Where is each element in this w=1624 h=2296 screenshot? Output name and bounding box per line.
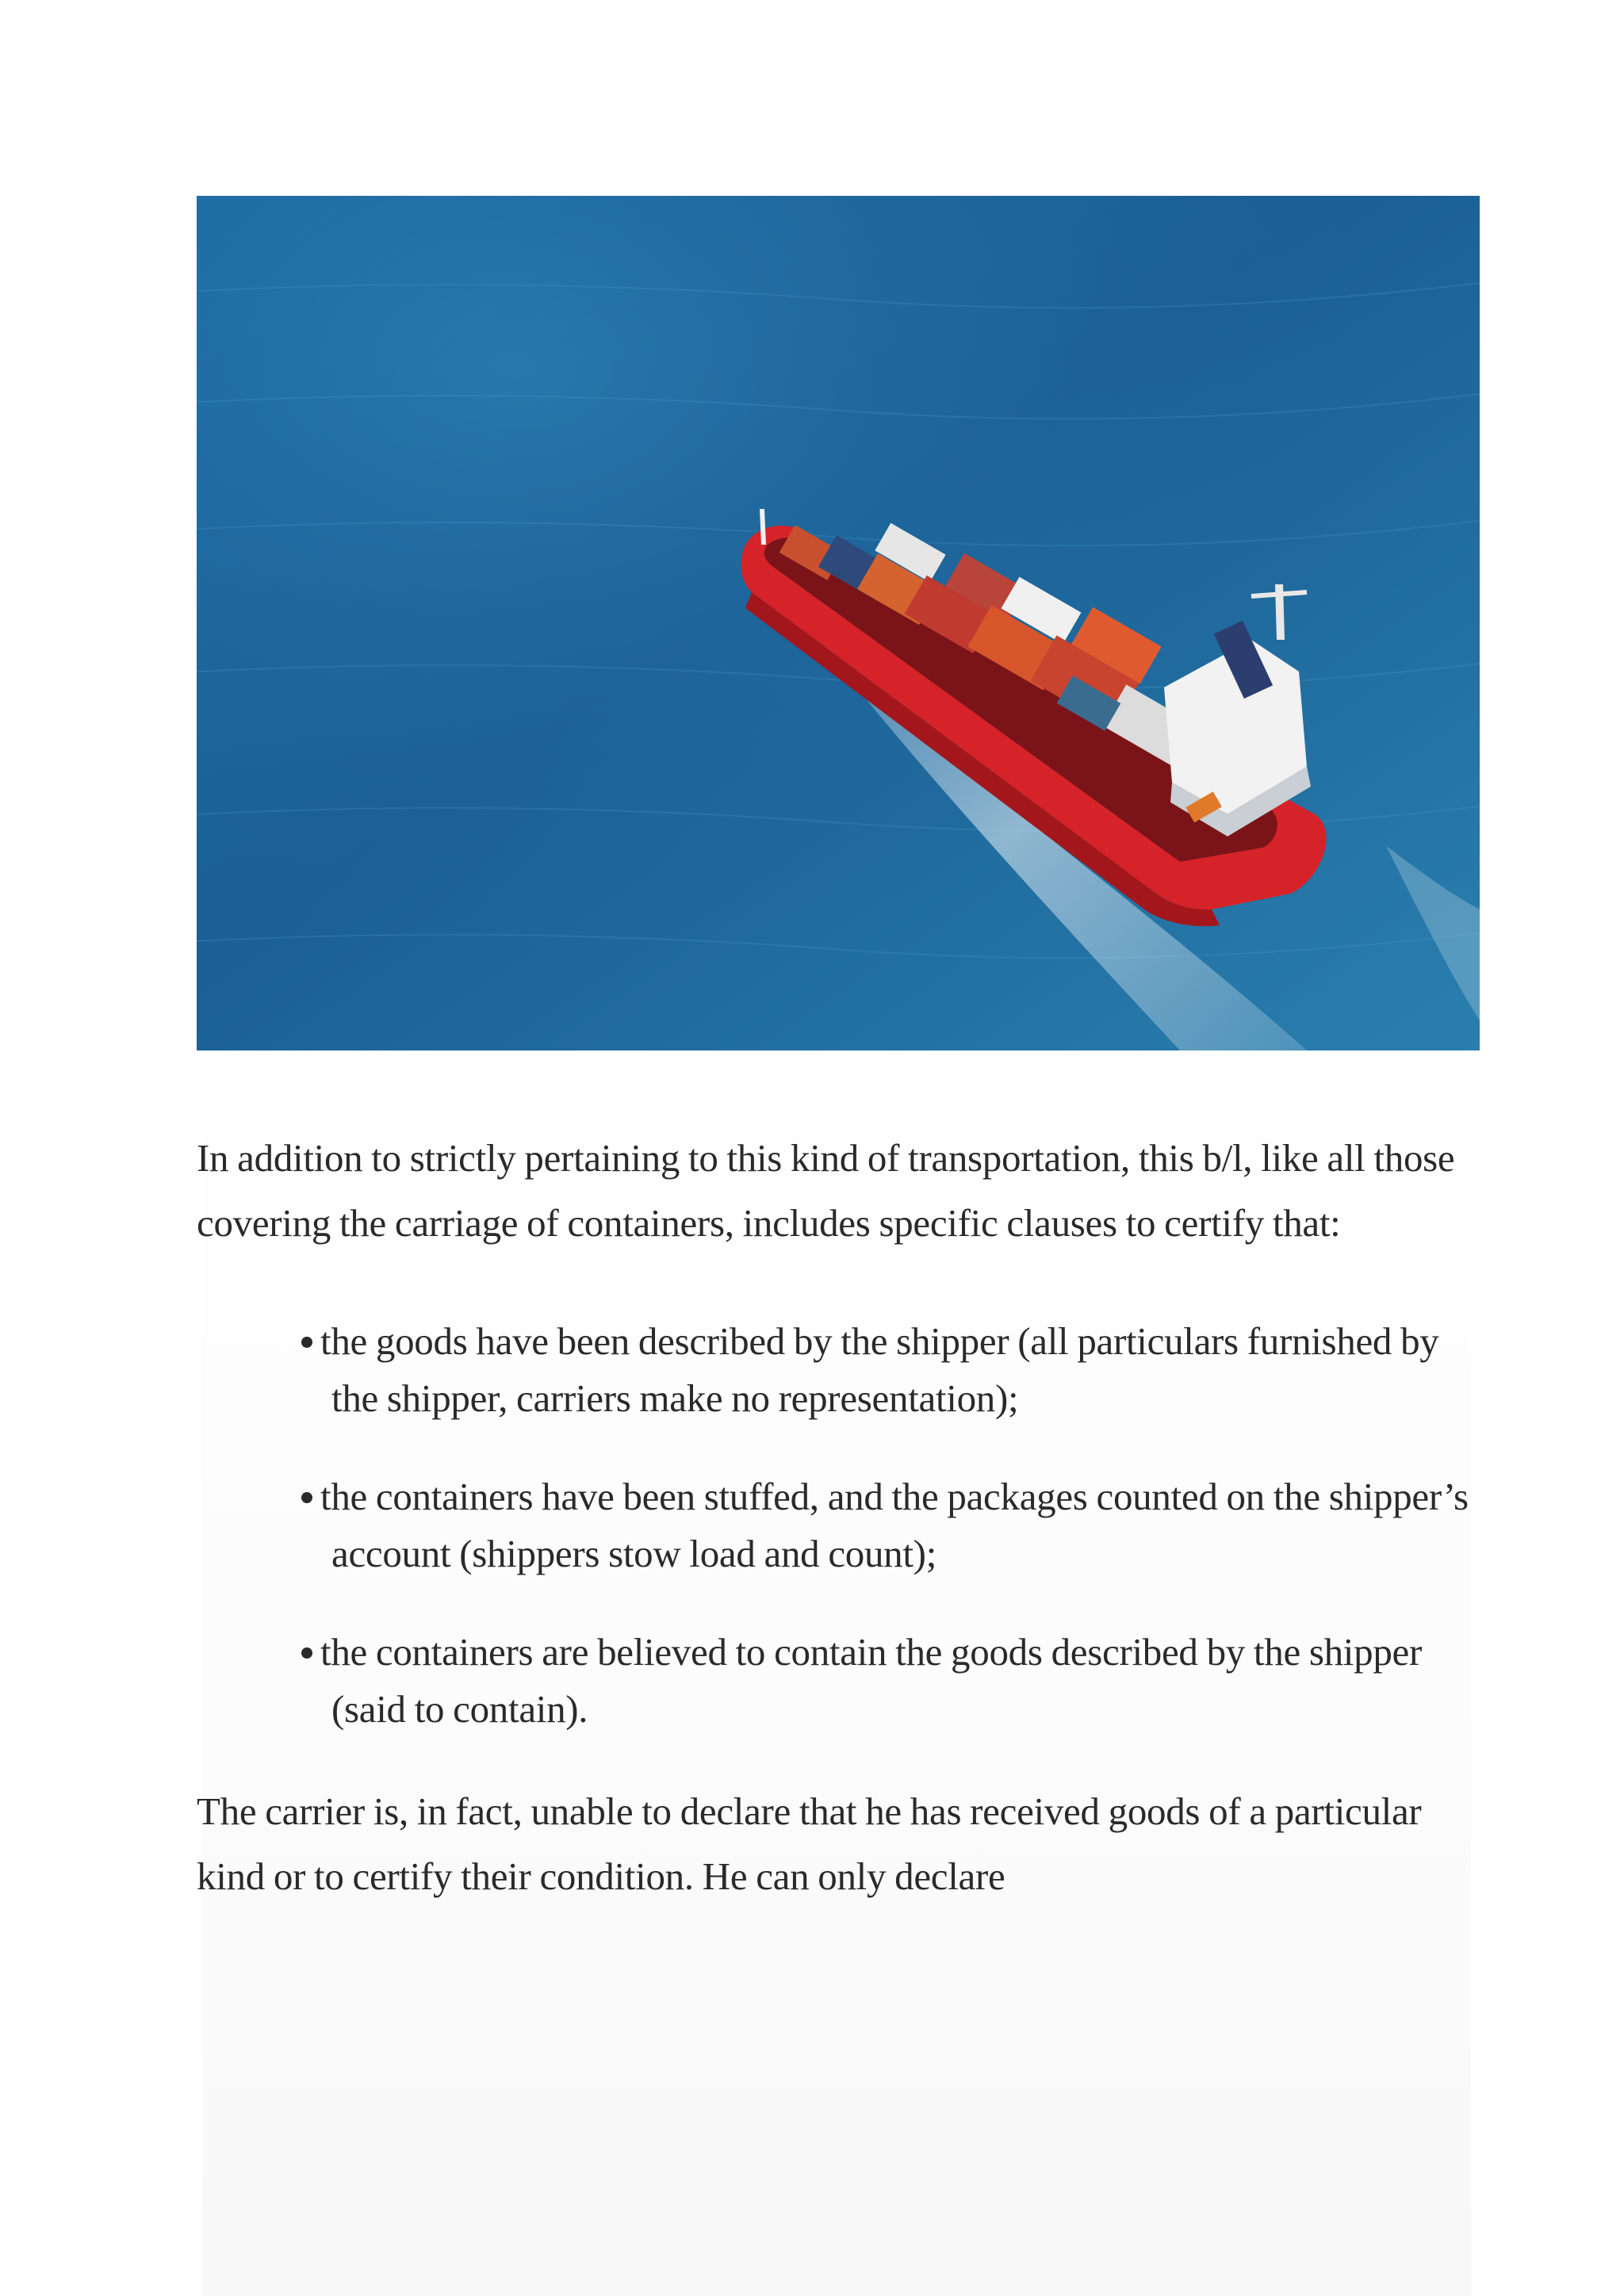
list-item [273, 1624, 1480, 1738]
clause-list [197, 1313, 1480, 1738]
bullet-icon [301, 1647, 312, 1659]
list-item [273, 1313, 1480, 1427]
closing-paragraph: The carrier is, in fact, unable to declare that he has received goods of a particular kind or to certify their condition. He can only declare [197, 1789, 1422, 1898]
bullet-icon [301, 1492, 312, 1503]
list-item [273, 1468, 1480, 1582]
container-ship-photo [197, 196, 1480, 1050]
bullet-icon [301, 1337, 312, 1348]
article-body [197, 1126, 1480, 1909]
list-item-text: the containers are believed to contain the goods described by the shipper (said to contain). [320, 1630, 1422, 1731]
intro-paragraph: In addition to strictly pertaining to this kind of transportation, this b/l, like all those covering the carriage of containers, includes specific clauses to certify that: [197, 1136, 1455, 1245]
list-item-text: the containers have been stuffed, and the packages counted on the shipper’s account (shippers stow load and count); [320, 1475, 1469, 1575]
list-item-text: the goods have been described by the shipper (all particulars furnished by the shipper, carriers make no representation); [320, 1319, 1439, 1420]
